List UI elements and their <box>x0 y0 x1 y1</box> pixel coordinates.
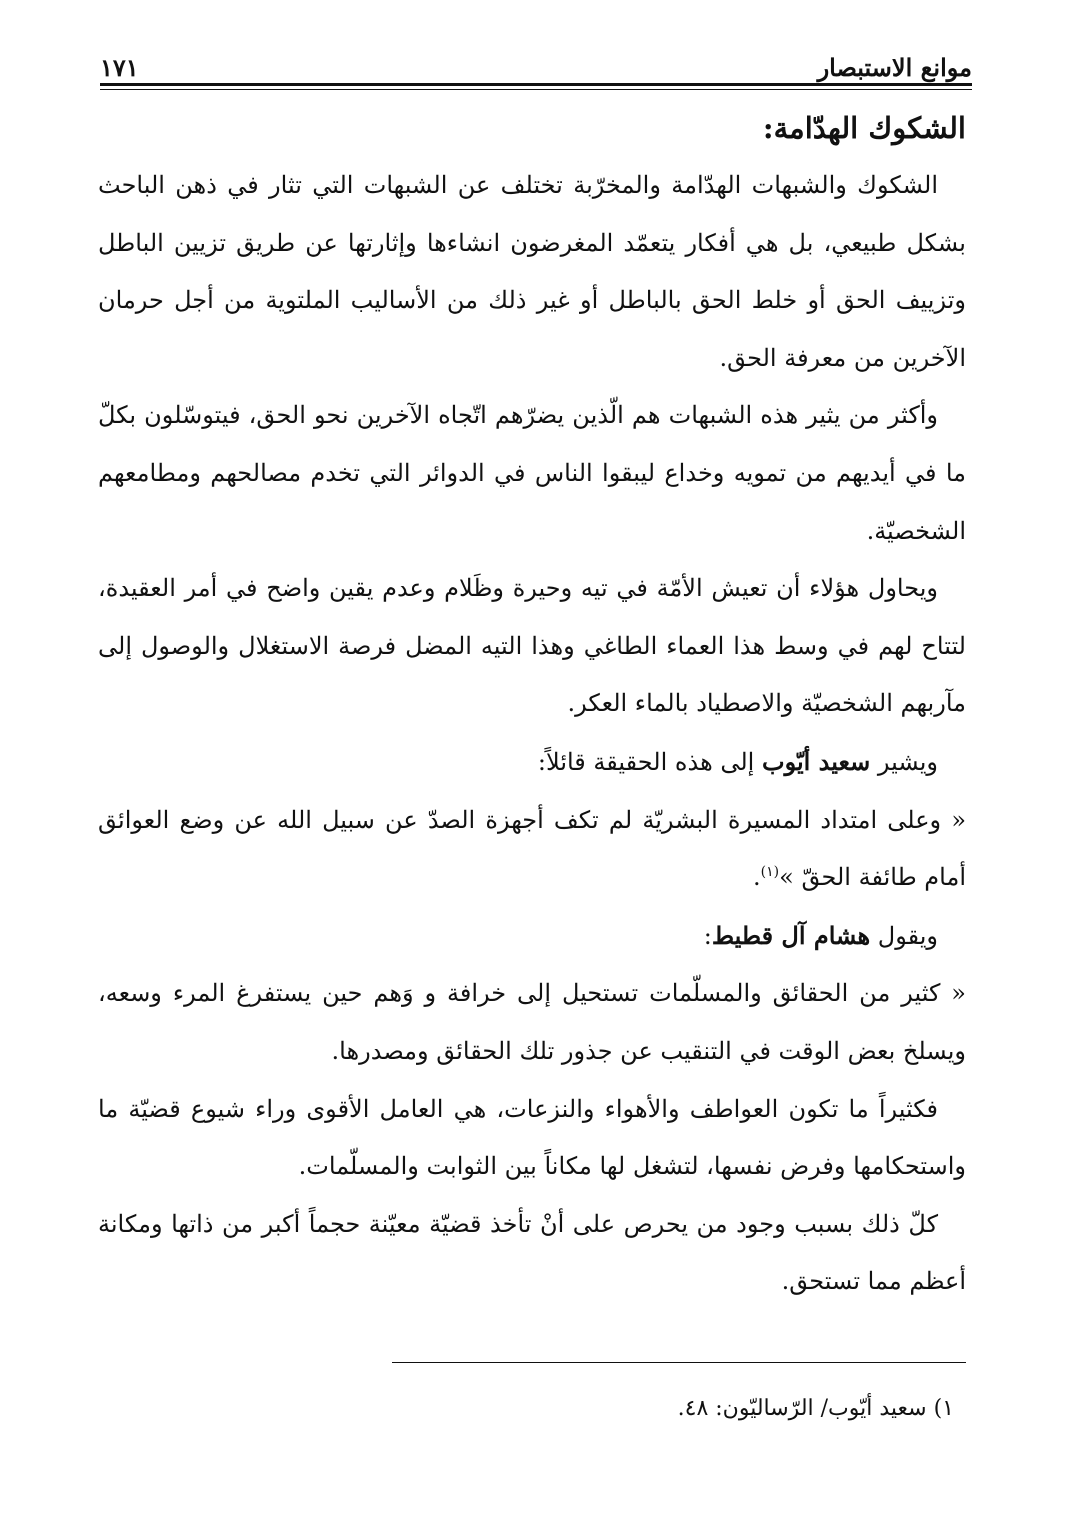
quote-ayyub-text: « وعلى امتداد المسيرة البشريّة لم تكف أجهزة الصدّ عن سبيل الله عن وضع العوائق أمام طائفة الحقّ » <box>98 805 966 892</box>
paragraph-1: الشكوك والشبهات الهدّامة والمخرّبة تختلف عن الشبهات التي تثار في ذهن الباحث بشكل طبيعي، بل هي أفكار يتعمّد المغرضون انشاءها وإثارتها عن طريق تزيين الباطل وتزييف الحق أو خلط الحق بالباطل أو غير ذلك من الأساليب الملتوية من أجل حرمان الآخرين من معرفة الحق. <box>98 171 966 372</box>
footnote: ١) سعيد أيّوب/ الرّساليّون: ٤٨. <box>677 1396 954 1421</box>
section-heading: الشكوك الهدّامة: <box>762 111 966 145</box>
header-divider <box>100 83 972 86</box>
paragraph-2: وأكثر من يثير هذه الشبهات هم الّذين يضرّهم اتّجاه الآخرين نحو الحق، فيتوسّلون بكلّ ما في أيديهم من تمويه وخداع ليبقوا الناس في الدوائر التي تخدم مصالحهم ومطامعهم الشخصيّة. <box>98 401 966 545</box>
quote-qutait: « كثير من الحقائق والمسلّمات تستحيل إلى خرافة و وَهم حين يستفرغ المرء وسعه، ويسلخ بعض الوقت في التنقيب عن جذور تلك الحقائق ومصدرها. <box>98 979 966 1065</box>
footnote-divider <box>392 1362 966 1363</box>
quote-intro-qutait <box>98 907 966 966</box>
author-name-ayyub: سعيد أيّوب <box>761 746 871 776</box>
footnote-reference[interactable]: (١) <box>760 864 780 881</box>
paragraph-4: فكثيراً ما تكون العواطف والأهواء والنزعات، هي العامل الأقوى وراء شيوع قضيّة ما واستحكامها وفرض نفسها، لتشغل لها مكاناً بين الثوابت والمسلّمات. <box>98 1094 966 1181</box>
quote-ayyub <box>98 792 966 907</box>
running-header <box>100 34 972 82</box>
header-title: موانع الاستبصار <box>817 53 972 82</box>
quote-intro-suffix: إلى هذه الحقيقة قائلاً: <box>537 747 762 776</box>
page-number: ١٧١ <box>100 53 139 82</box>
quote-intro-2-suffix: : <box>703 921 712 950</box>
quote-intro-ayyub <box>98 733 966 792</box>
paragraph-3: ويحاول هؤلاء أن تعيش الأمّة في تيه وحيرة وظَلام وعدم يقين واضح في أمر العقيدة، لتتاح لهم في وسط هذا العماء الطاغي وهذا التيه المضل فرصة الاستغلال والوصول إلى مآربهم الشخصيّة والاصطياد بالماء العكر. <box>98 574 966 718</box>
author-name-qutait: هشام آل قطيط <box>711 920 871 950</box>
quote-intro-2-prefix: ويقول <box>870 921 938 950</box>
quote-intro-prefix: ويشير <box>870 747 938 776</box>
main-text <box>98 100 966 1311</box>
paragraph-5: كلّ ذلك بسبب وجود من يحرص على أنْ تأخذ قضيّة معيّنة حجماً أكبر من ذاتها ومكانة أعظم مما تستحق. <box>98 1209 966 1296</box>
quote-ayyub-end: . <box>753 863 761 892</box>
header-divider-thin <box>100 89 972 90</box>
